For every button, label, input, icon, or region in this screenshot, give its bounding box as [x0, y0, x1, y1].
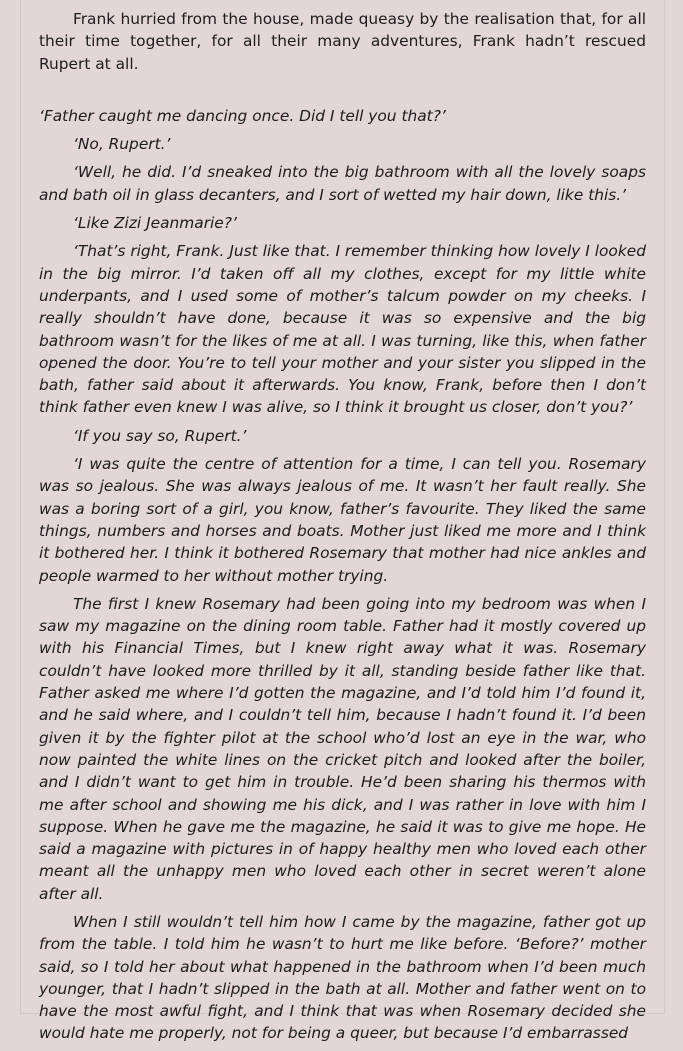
paragraph: ‘I was quite the centre of attention for a time, I can tell you. Rosemary was so jealous. She was always jealous of me. It wasn’t her fault really. She was a boring sort of a girl, you know, father’s favourite. They liked the same things, numbers and horses and boats. Mother just liked me more and I think it bothered her. I think it bothered Rosemary that mother had nice ankles and people warmed to her without mother trying.	[39, 455, 646, 585]
paragraph: ‘If you say so, Rupert.’	[73, 426, 247, 445]
paragraph: ‘Well, he did. I’d sneaked into the big bathroom with all the lovely soaps and bath oil in glass decanters, and I sort of wetted my hair down, like this.’	[39, 163, 646, 204]
paragraph: ‘That’s right, Frank. Just like that. I remember thinking how lovely I looked in the big mirror. I’d taken off all my clothes, except for my little white underpants, and I used some of mother’s talcum powder on my cheeks. I really shouldn’t have done, because it was so expensive and the big bathroom wasn’t for the likes of me at all. I was turning, like this, when father opened the door. You’re to tell your mother and your sister you slipped in the bath, father said about it afterwards. You know, Frank, before then I don’t think father even knew I was alive, so I think it brought us closer, don’t you?’	[39, 242, 646, 417]
paragraph: ‘Like Zizi Jeanmarie?’	[73, 214, 237, 233]
paragraph: ‘No, Rupert.’	[73, 135, 171, 154]
paragraph: ‘Father caught me dancing once. Did I tell you that?’	[39, 106, 446, 125]
paragraph: When I still wouldn’t tell him how I came by the magazine, father got up from the table. I told him he wasn’t to hurt me like before. ‘Before?’ mother said, so I told her about what happened in the bathroom when I’d been much younger, that I hadn’t slipped in the bath at all. Mother and father went on to have the most awful fight, and I think that was when Rosemary decided she would hate me properly, not for being a queer, but because I’d embarrassed	[39, 912, 646, 1043]
page	[20, 0, 665, 1043]
paragraph: The first I knew Rosemary had been going into my bedroom was when I saw my magazine on the dining room table. Father had it mostly covered up with his Financial Times, but I knew right away what it was. Rosemary couldn’t have looked more thrilled by it all, standing beside father like that. Father asked me where I’d gotten the magazine, and I’d told him I’d found it, and he said where, and I couldn’t tell him, because I hadn’t found it. I’d been given it by the fighter pilot at the school who’d lost an eye in the war, who now painted the white lines on the cricket pitch and looked after the boiler, and I didn’t want to get him in trouble. He’d been sharing his thermos with me after school and showing me his dick, and I was rather in love with him I suppose. When he gave me the magazine, he said it was to give me hope. He said a magazine with pictures in of happy healthy men who loved each other meant all the unhappy men who loved each other in secret weren’t alone after all.	[39, 594, 646, 903]
document-body	[39, 8, 646, 1051]
paragraph: Frank hurried from the house, made queasy by the realisation that, for all their time together, for all their many adventures, Frank hadn’t rescued Rupert at all.	[39, 10, 646, 73]
